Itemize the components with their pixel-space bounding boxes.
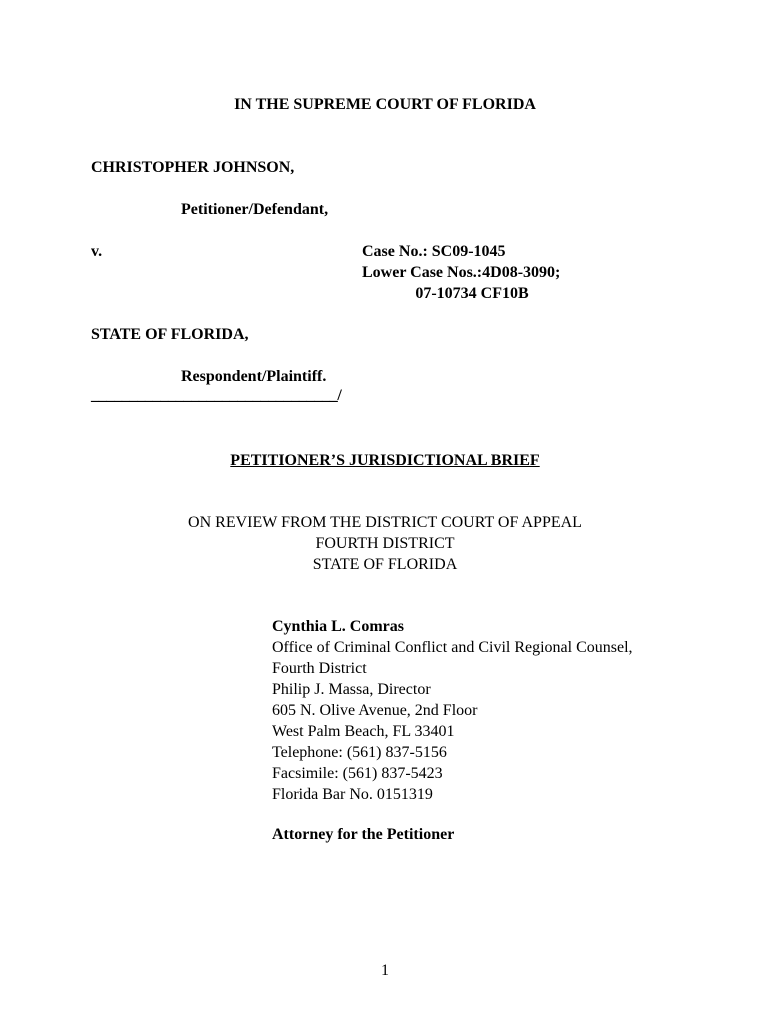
court-heading: IN THE SUPREME COURT OF FLORIDA [234,96,536,113]
counsel-telephone: Telephone: (561) 837-5156 [272,744,447,761]
counsel-office: Office of Criminal Conflict and Civil Regional Counsel, [272,639,633,656]
page-number: 1 [381,962,389,979]
counsel-facsimile: Facsimile: (561) 837-5423 [272,765,443,782]
counsel-block [272,616,732,805]
case-number-block [362,241,592,304]
review-line-2: FOURTH DISTRICT [315,535,455,552]
counsel-director: Philip J. Massa, Director [272,681,431,698]
counsel-address: 605 N. Olive Avenue, 2nd Floor [272,702,478,719]
review-line-1: ON REVIEW FROM THE DISTRICT COURT OF APPEAL [188,514,582,531]
counsel-name: Cynthia L. Comras [272,618,405,635]
respondent-name: STATE OF FLORIDA, [91,326,249,343]
review-statement [0,512,770,575]
counsel-district: Fourth District [272,660,367,677]
petitioner-name: CHRISTOPHER JOHNSON, [91,159,295,176]
respondent-role: Respondent/Plaintiff. [181,368,327,385]
brief-title: PETITIONER’S JURISDICTIONAL BRIEF [230,452,540,469]
case-number: Case No.: SC09-1045 [362,243,506,260]
review-line-3: STATE OF FLORIDA [312,556,458,573]
counsel-city: West Palm Beach, FL 33401 [272,723,455,740]
caption-signature-rule: ________________________________/ [91,387,342,404]
versus-label: v. [91,243,103,260]
lower-case-numbers-line2: 07-10734 CF10B [415,285,529,302]
lower-case-numbers-line1: Lower Case Nos.:4D08-3090; [362,264,561,281]
petitioner-role: Petitioner/Defendant, [181,201,329,218]
counsel-bar-number: Florida Bar No. 0151319 [272,786,433,803]
counsel-role: Attorney for the Petitioner [272,826,455,843]
